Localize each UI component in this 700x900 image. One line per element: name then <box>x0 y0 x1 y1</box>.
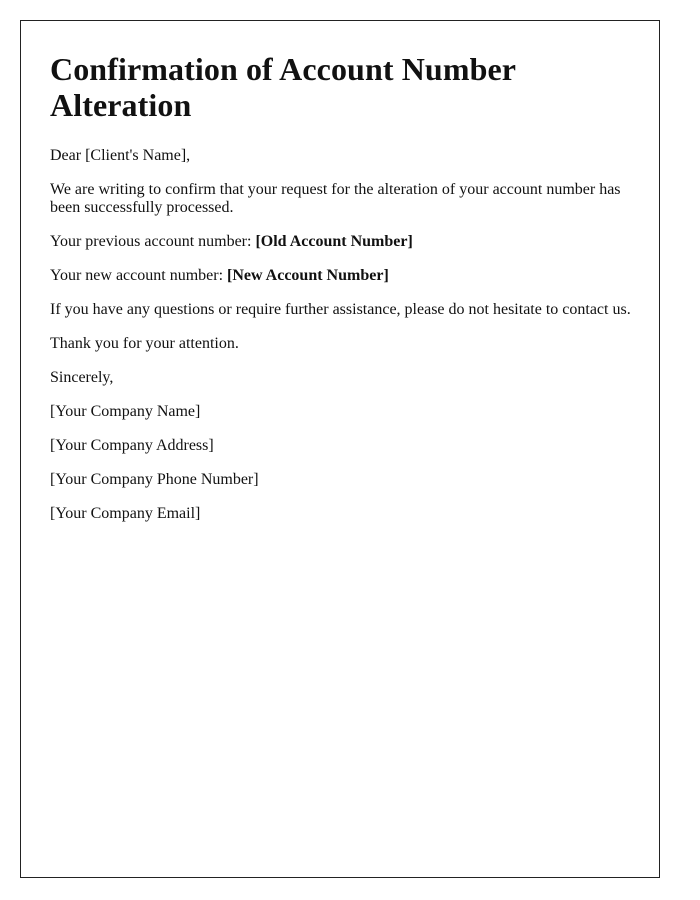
previous-account-label: Your previous account number: <box>50 233 256 250</box>
previous-account-line <box>50 233 640 251</box>
new-account-value: [New Account Number] <box>227 267 389 284</box>
letter-page <box>20 20 660 878</box>
company-address: [Your Company Address] <box>50 437 214 454</box>
intro-paragraph: We are writing to confirm that your request for the alteration of your account number has been successfully processed. <box>50 181 621 216</box>
company-phone: [Your Company Phone Number] <box>50 471 259 488</box>
letter-title: Confirmation of Account Number Alteration <box>50 51 516 123</box>
closing: Sincerely, <box>50 369 114 386</box>
company-name: [Your Company Name] <box>50 403 201 420</box>
thanks-paragraph: Thank you for your attention. <box>50 335 239 352</box>
new-account-line <box>50 267 640 285</box>
previous-account-value: [Old Account Number] <box>255 233 413 250</box>
questions-paragraph: If you have any questions or require further assistance, please do not hesitate to contact us. <box>50 301 631 318</box>
new-account-label: Your new account number: <box>50 267 228 284</box>
salutation: Dear [Client's Name], <box>50 147 191 164</box>
letter-content <box>50 51 640 539</box>
company-email: [Your Company Email] <box>50 505 201 522</box>
